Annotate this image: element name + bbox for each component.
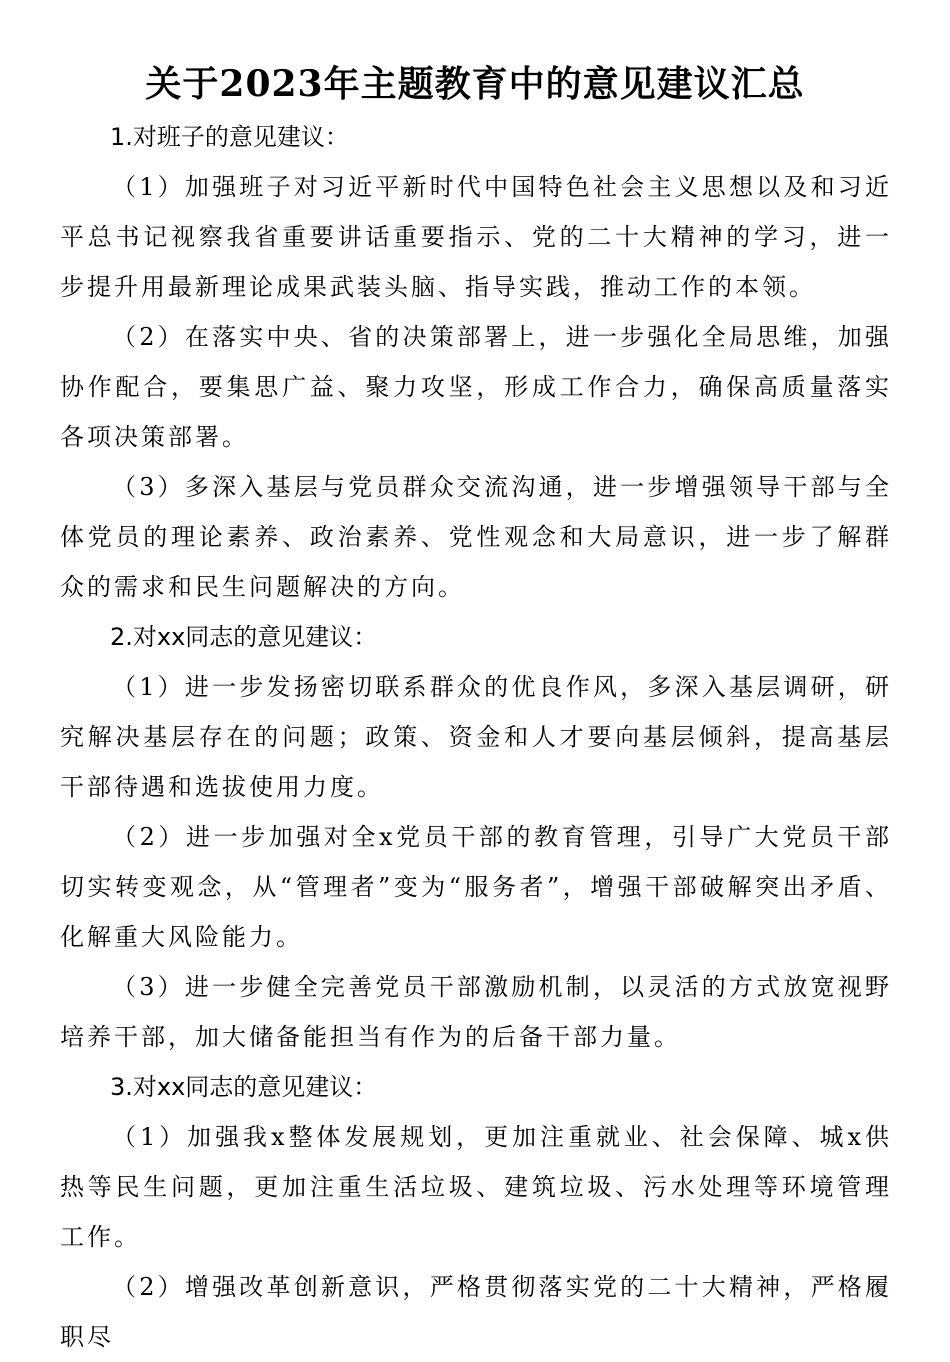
document-body [60,112,892,1362]
section-2 [60,612,892,1062]
paragraph: （2）增强改革创新意识，严格贯彻落实党的二十大精神，严格履职尽 [60,1273,892,1351]
paragraph: （3）进一步健全完善党员干部激励机制，以灵活的方式放宽视野培养干部，加大储备能担当有作为的后备干部力量。 [60,973,892,1051]
paragraph: （3）多深入基层与党员群众交流沟通，进一步增强领导干部与全体党员的理论素养、政治素养、党性观念和大局意识，进一步了解群众的需求和民生问题解决的方向。 [60,473,892,601]
document-title: 关于2023年主题教育中的意见建议汇总 [145,63,805,105]
paragraph: （1）进一步发扬密切联系群众的优良作风，多深入基层调研，研究解决基层存在的问题；政策、资金和人才要向基层倾斜，提高基层干部待遇和选拔使用力度。 [60,673,892,801]
section-1 [60,112,892,612]
paragraph: （2）进一步加强对全x党员干部的教育管理，引导广大党员干部切实转变观念，从“管理者”变为“服务者”，增强干部破解突出矛盾、化解重大风险能力。 [60,823,892,951]
section-heading: 1.对班子的意见建议： [110,123,349,151]
paragraph: （1）加强班子对习近平新时代中国特色社会主义思想以及和习近平总书记视察我省重要讲话重要指示、党的二十大精神的学习，进一步提升用最新理论成果武装头脑、指导实践，推动工作的本领。 [60,173,892,301]
paragraph: （1）加强我x整体发展规划，更加注重就业、社会保障、城x供热等民生问题，更加注重生活垃圾、建筑垃圾、污水处理等环境管理工作。 [60,1123,892,1251]
section-heading: 3.对xx同志的意见建议： [110,1073,378,1101]
section-heading: 2.对xx同志的意见建议： [110,623,378,651]
section-3 [60,1062,892,1362]
paragraph: （2）在落实中央、省的决策部署上，进一步强化全局思维，加强协作配合，要集思广益、聚力攻坚，形成工作合力，确保高质量落实各项决策部署。 [60,323,892,451]
